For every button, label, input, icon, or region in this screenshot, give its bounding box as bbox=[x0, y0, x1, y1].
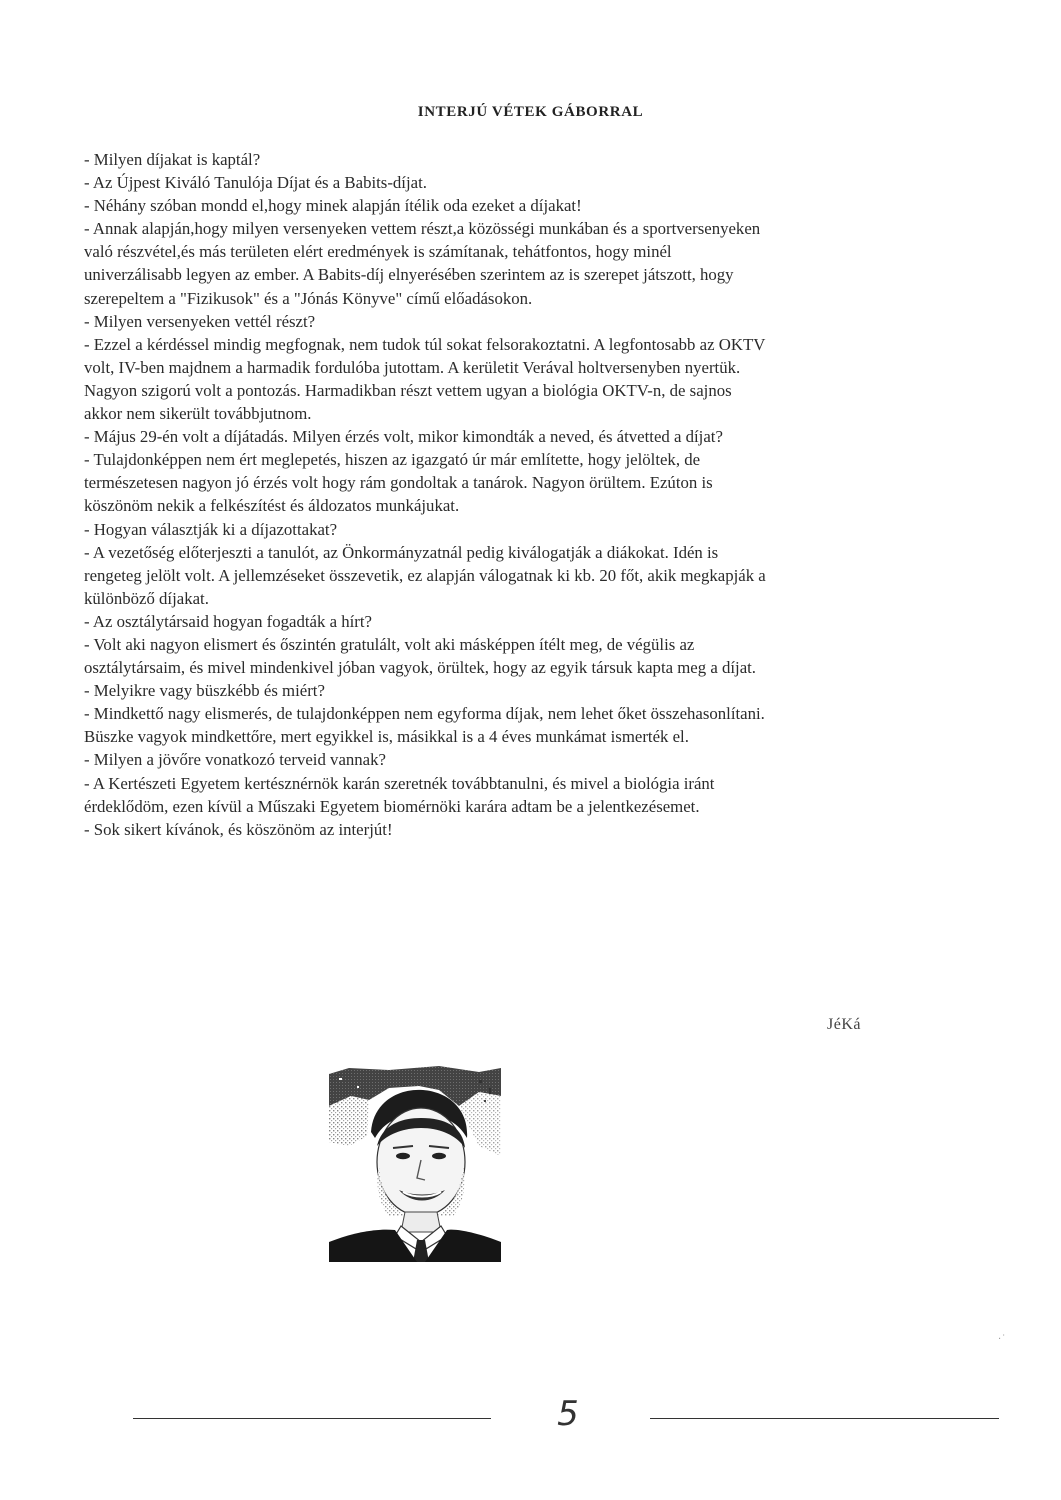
text-line: - Volt aki nagyon elismert és őszintén gratulált, volt aki másképpen ítélt meg, de végülis az bbox=[84, 634, 695, 654]
author-signature: JéKá bbox=[827, 1016, 861, 1033]
text-line: - Annak alapján,hogy milyen versenyeken vettem részt,a közösségi munkában és a sportversenyeken bbox=[84, 219, 761, 239]
text-line: rengeteg jelölt volt. A jellemzéseket összevetik, ez alapján válogatnak ki kb. 20 főt, akik megkapják a bbox=[84, 565, 766, 585]
text-line: Büszke vagyok mindkettőre, mert egyikkel is, másikkal is a 4 éves munkámat ismerték el. bbox=[84, 727, 689, 747]
text-line: univerzálisabb legyen az ember. A Babits-díj elnyerésében szerintem az is szerepet játszott, hogy bbox=[84, 265, 734, 285]
text-line: - Hogyan választják ki a díjazottakat? bbox=[84, 519, 338, 539]
page-number: 5 bbox=[557, 1394, 579, 1434]
footer-rule-left bbox=[133, 1418, 491, 1419]
text-line: - Május 29-én volt a díjátadás. Milyen érzés volt, mikor kimondták a neved, és átvetted a díjat? bbox=[84, 427, 723, 447]
footer-rule-right bbox=[650, 1418, 999, 1419]
text-line: osztálytársaim, és mivel mindenkivel jóban vagyok, örültek, hogy az egyik társuk kapta meg a díjat. bbox=[84, 658, 757, 678]
text-line: való részvétel,és más területen elért eredmények is számítanak, tehátfontos, hogy minél bbox=[84, 242, 672, 262]
text-line: akkor nem sikerült továbbjutnom. bbox=[84, 404, 312, 424]
text-line: - A Kertészeti Egyetem kertésznérnök karán szeretnék továbbtanulni, és mivel a biológia iránt bbox=[84, 773, 715, 793]
text-line: - Tulajdonképpen nem ért meglepetés, hiszen az igazgató úr már említette, hogy jelöltek, de bbox=[84, 450, 701, 470]
text-line: - A vezetőség előterjeszti a tanulót, az Önkormányzatnál pedig kiválogatják a diákokat. Idén is bbox=[84, 542, 719, 562]
text-line: - Milyen versenyeken vettél részt? bbox=[84, 311, 316, 331]
text-line: - Sok sikert kívánok, és köszönöm az interjút! bbox=[84, 819, 393, 839]
text-line: - Néhány szóban mondd el,hogy minek alapján ítélik oda ezeket a díjakat! bbox=[84, 196, 582, 216]
text-line: volt, IV-ben majdnem a harmadik fordulóba jutottam. A kerületit Verával holtversenyben nyertük. bbox=[84, 357, 741, 377]
text-line: Nagyon szigorú volt a pontozás. Harmadikban részt vettem ugyan a biológia OKTV-n, de sajnos bbox=[84, 380, 732, 400]
text-line: - Mindkettő nagy elismerés, de tulajdonképpen nem egyforma díjak, nem lehet őket összehasonlítani. bbox=[84, 704, 765, 724]
portrait-image bbox=[329, 1066, 501, 1262]
text-line: különböző díjakat. bbox=[84, 588, 209, 608]
text-line: köszönöm nekik a felkészítést és áldozatos munkájukat. bbox=[84, 496, 460, 516]
text-line: - Az Újpest Kiváló Tanulója Díjat és a Babits-díjat. bbox=[84, 173, 427, 193]
portrait-photo bbox=[329, 1066, 501, 1262]
interview-body bbox=[84, 148, 1004, 841]
text-line: érdeklődöm, ezen kívül a Műszaki Egyetem biomérnöki karára adtam be a jelentkezésemet. bbox=[84, 796, 700, 816]
text-line: - Melyikre vagy büszkébb és miért? bbox=[84, 681, 325, 701]
text-line: - Az osztálytársaid hogyan fogadták a hírt? bbox=[84, 611, 372, 631]
scan-speck: ·˙ bbox=[998, 1334, 1007, 1345]
text-line: - Ezzel a kérdéssel mindig megfognak, nem tudok túl sokat felsorakoztatni. A legfontosabb az OKTV bbox=[84, 334, 766, 354]
page-title: INTERJÚ VÉTEK GÁBORRAL bbox=[417, 104, 644, 120]
text-line: - Milyen díjakat is kaptál? bbox=[84, 150, 261, 169]
text-line: természetesen nagyon jó érzés volt hogy rám gondoltak a tanárok. Nagyon örültem. Ezúton is bbox=[84, 473, 713, 493]
text-line: szerepeltem a "Fizikusok" és a "Jónás Könyve" című előadásokon. bbox=[84, 288, 533, 308]
text-line: - Milyen a jövőre vonatkozó terveid vannak? bbox=[84, 750, 386, 770]
